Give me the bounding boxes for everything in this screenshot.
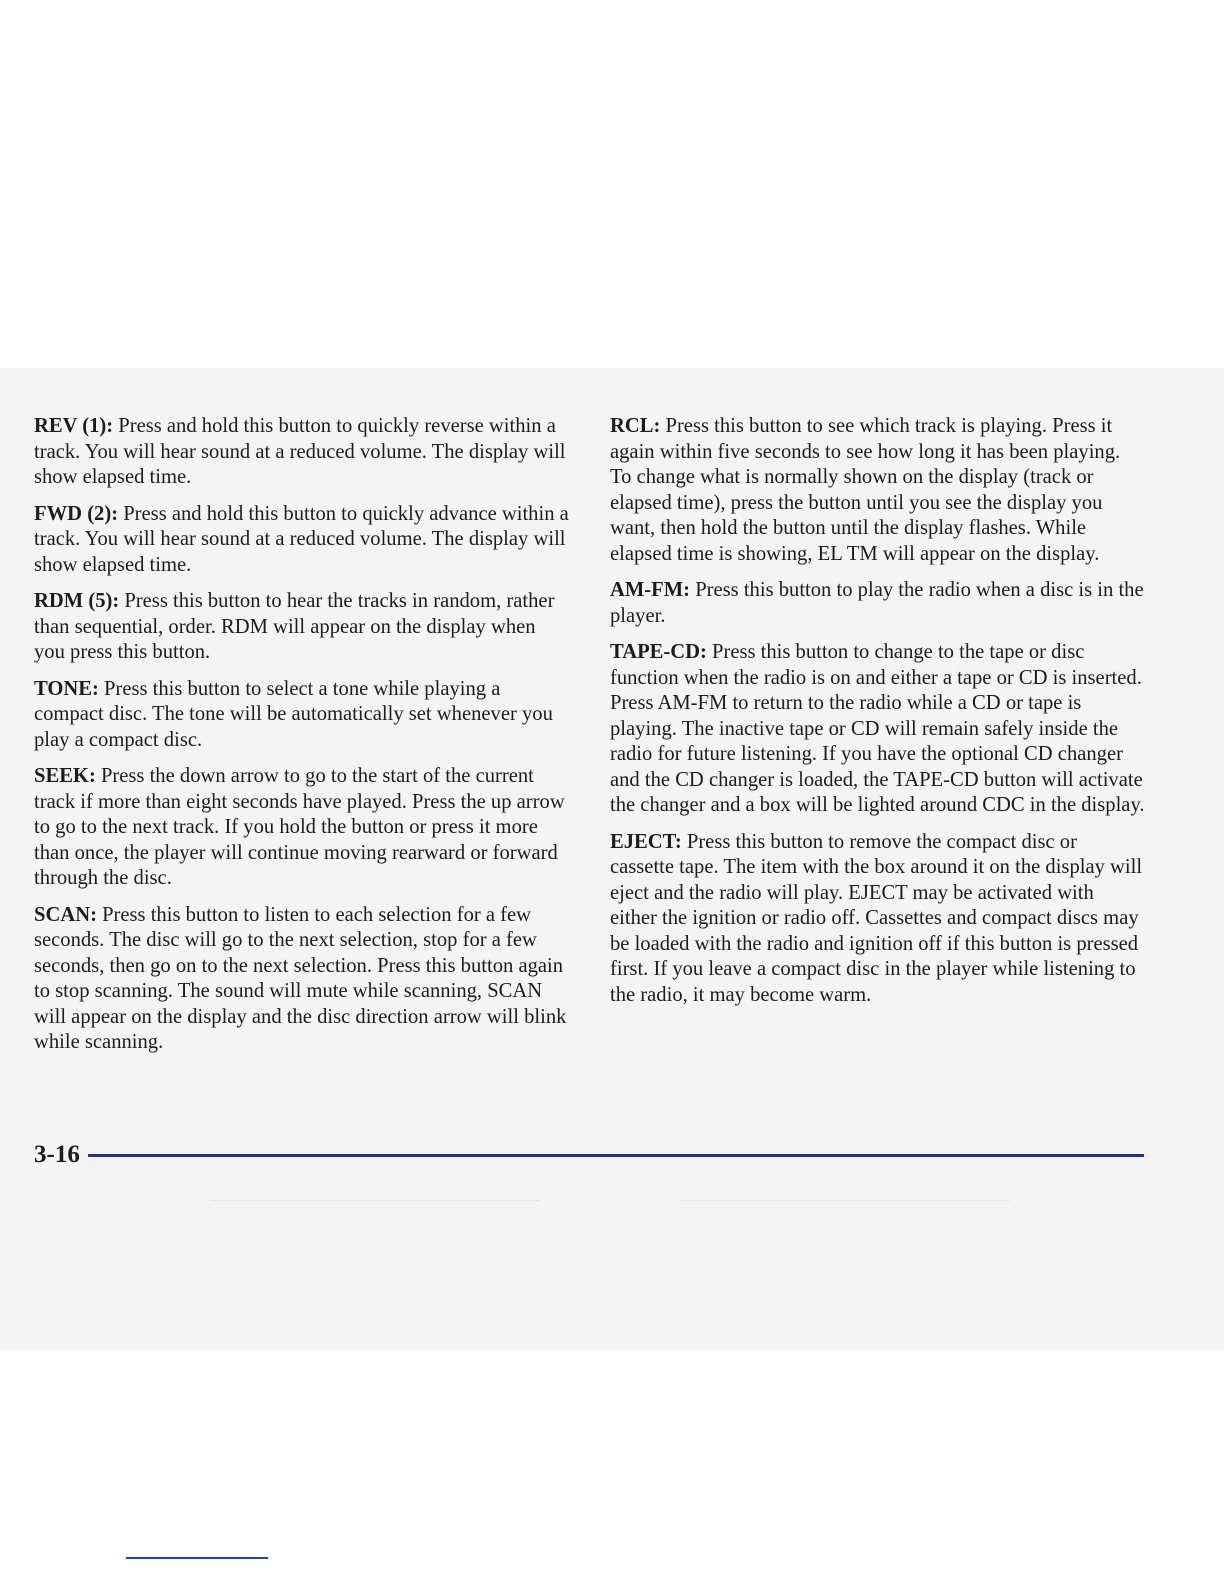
term-label: AM-FM: [610, 579, 691, 601]
definition-fwd [34, 502, 569, 579]
definition-text: Press the down arrow to go to the start of the current track if more than eight seconds have played. Press the up arrow to go to the next track. If you hold the button or press it more than once, the player will continue moving rearward or forward through the disc. [34, 765, 565, 889]
term-label: SEEK: [34, 765, 96, 787]
definition-text: Press this button to play the radio when a disc is in the player. [610, 579, 1144, 627]
footer-rule [88, 1154, 1144, 1157]
definition-tone [34, 677, 569, 754]
definition-am-fm [610, 578, 1145, 629]
definition-text: Press this button to listen to each selection for a few seconds. The disc will go to the next selection, stop for a few seconds, then go on to the next selection. Press this button again to stop scanning. The sound will mute while scanning, SCAN will appear on the display and the disc direction arrow will blink while scanning. [34, 903, 567, 1053]
term-label: TAPE-CD: [610, 641, 707, 663]
term-label: FWD (2): [34, 502, 119, 525]
faint-divider [210, 1200, 540, 1201]
definition-text: Press this button to hear the tracks in random, rather than sequential, order. RDM will appear on the display when you press this button. [34, 590, 555, 663]
definition-text: Press and hold this button to quickly reverse within a track. You will hear sound at a reduced volume. The display will show elapsed time. [34, 415, 566, 488]
definition-text: Press this button to change to the tape or disc function when the radio is on and either a tape or CD is inserted. Press AM-FM to return to the radio while a CD or tape is playing. The inactive tape or CD will remain safely inside the radio for future listening. If you have the optional CD changer and the CD changer is loaded, the TAPE-CD button will activate the changer and a box will be lighted around CDC in the display. [610, 641, 1145, 816]
page-number: 3-16 [34, 1141, 80, 1168]
term-label: TONE: [34, 677, 99, 700]
term-label: RCL: [610, 415, 661, 437]
definition-eject [610, 830, 1145, 1009]
term-label: REV (1): [34, 415, 114, 437]
right-column [610, 414, 1145, 1019]
bottom-link-underline [126, 1557, 268, 1559]
term-label: EJECT: [610, 830, 682, 853]
definition-rdm [34, 589, 569, 666]
definition-seek [34, 764, 569, 892]
definition-rcl [610, 414, 1145, 567]
page-footer [34, 1138, 1144, 1172]
definition-text: Press this button to remove the compact disc or cassette tape. The item with the box around it on the display will eject and the radio will play. EJECT may be activated with either the ignition or radio off. Cassettes and compact discs may be loaded with the radio and ignition off if this button is pressed first. If you leave a compact disc in the player while listening to the radio, it may become warm. [610, 830, 1143, 1006]
faint-divider [680, 1200, 1010, 1201]
definition-text: Press and hold this button to quickly advance within a track. You will hear sound at a reduced volume. The display will show elapsed time. [34, 502, 569, 576]
definition-tape-cd [610, 640, 1145, 819]
definition-rev [34, 414, 569, 491]
left-column [34, 414, 569, 1067]
definition-text: Press this button to select a tone while playing a compact disc. The tone will be automatically set whenever you play a compact disc. [34, 677, 553, 751]
definition-text: Press this button to see which track is playing. Press it again within five seconds to see how long it has been playing. To change what is normally shown on the display (track or elapsed time), press the button until you see the display you want, then hold the button until the display flashes. While elapsed time is showing, EL TM will appear on the display. [610, 415, 1121, 565]
definition-scan [34, 903, 569, 1056]
term-label: SCAN: [34, 903, 97, 926]
term-label: RDM (5): [34, 590, 120, 612]
